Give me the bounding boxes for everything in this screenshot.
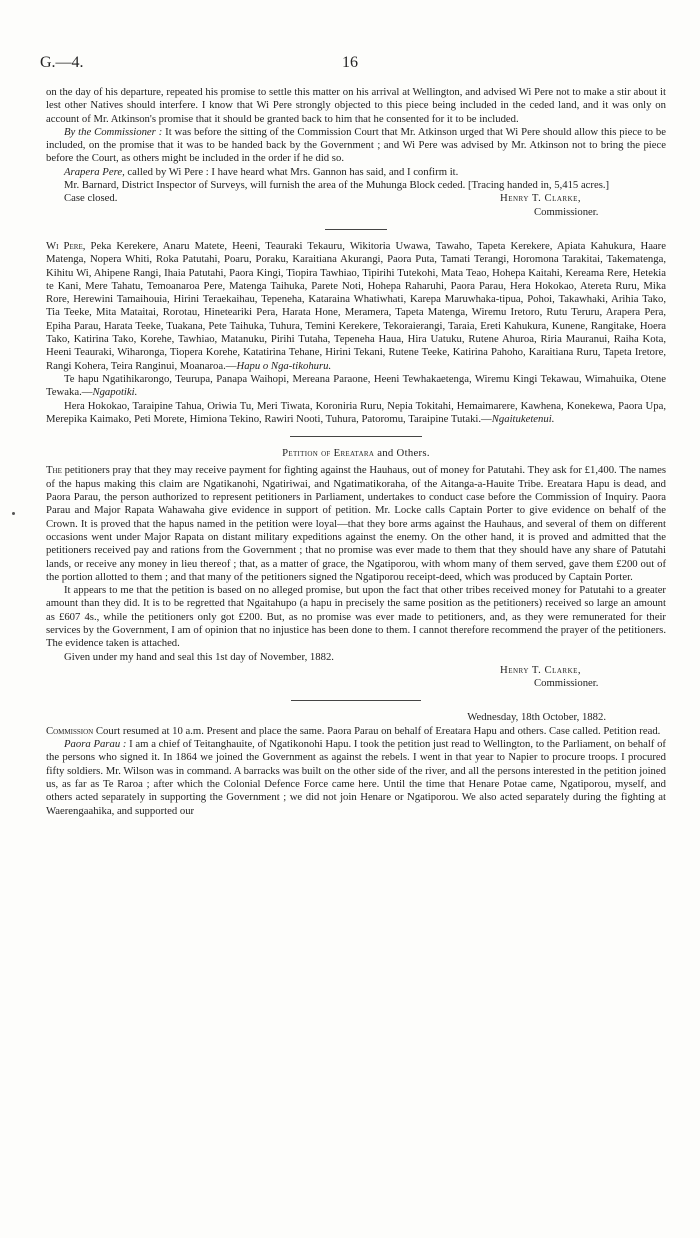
section-divider (325, 229, 387, 230)
lead-word: The (46, 464, 62, 477)
signatory-list (46, 373, 666, 400)
speaker: By the Commissioner : (64, 125, 163, 138)
document-id: G.—4. (40, 54, 84, 71)
paragraph-text: petitioners pray that they may receive payment for fighting against the Hauhaus, out of money for Patutahi. They ask for £1,400. The names of the hapus making this claim are Ngatikanohi, Ngatiriwai, and Ngatimatikoraha, of the Aitanga-a-Hauite Tribe. Ereatara Hapu is dead, and Paora Parau, the person authorized to represent petitioners in Parliament, undertakes to conduct case before the Commission of Inquiry. Paora Parau and Major Rapata Wahawaha give evidence in support of petition. Mr. Locke calls Captain Porter to give evidence on behalf of the Crown. It is proved that the hapus named in the petition were loyal—that they bore arms against the Hauhaus, and several of them on different occasions went under Major Rapata on distant military expeditions against the enemy. On the other hand, it is proved and admitted that the petitioners received pay and rations from the Government ; that no promise was ever made to them that they should have any share of Patutahi lands, or receive any money in lieu thereof ; that, as a matter of grace, the Ngatiporou, with whom many of them served, gave them £200 out of the portion allotted to them ; and that many of the petitioners signed the Ngatiporou receipt-deed, which was produced by Captain Porter. (46, 464, 666, 583)
section-divider (291, 700, 421, 701)
margin-mark (12, 512, 15, 515)
signature-name: Henry T. Clarke, (500, 192, 582, 205)
hapu-name: Ngapotiki. (92, 386, 138, 399)
paragraph-text: Court resumed at 10 a.m. Present and place the same. Paora Parau on behalf of Ereatara Hapu and others. Case called. Petition read. (93, 724, 661, 737)
paragraph (46, 464, 666, 584)
lead-word: Commission (46, 724, 94, 737)
names-text: Peka Kerekere, Anaru Matete, Heeni, Teauraki Tekauru, Wikitoria Uwawa, Tawaho, Tapeta Kerekere, Apiata Kahukura, Haare Matenga, Nopera Whiti, Roka Patutahi, Poaru, Poraku, Karaitiana Akurangi, Paora Puta, Tamati Terangi, Horomona Tarakitai, Takematenga, Kihitu Wi, Ahipene Rangi, Ihaia Patutahi, Paora Kingi, Tiopira Tawhiao, Tipirihi Tutekohi, Mata Teao, Hohepa Kaitahi, Kereama Rere, Hetekia te Kani, Mere Tahatu, Temoanaroa Pere, Matenga Taihuka, Parete Noti, Hohepa Raharuhi, Paora Parau, Hera Hokokao, Atereta Ruru, Mika Rore, Herewini Tamaihouia, Hirini Teraekaihau, Tepeneha, Kataraina Whatiwhati, Karepa Maruwhaka-tipua, Pohoi, Takawhaki, Arihia Tako, Tia Teeke, Mita Mataitai, Rorotau, Hineteariki Pera, Harata Hone, Meramera, Tapeta Matenga, Wiremu Iretoro, Rutu Teruru, Arapera Pera, Epiha Parau, Harata Teeke, Tuakana, Pete Taihuka, Tuhura, Temini Kerekere, Tekoraierangi, Taraia, Ereti Kahukura, Kunene, Rangitake, Hoera Tako, Katirina Tako, Korehe, Tawhiao, Matanuku, Pirihi Tutaha, Tepeneha Haua, Hira Uatuku, Rutene Ahuroa, Riria Mauranui, Raiha Kota, Heeni Teauraki, Wiharonga, Tiopera Korehe, Katatirina Tehane, Hirini Tekani, Rutene Teeke, Katirina Pahoho, Karaitiana Ruru, Tapeta Iretore, Rangi Kohera, Teira Ranginui, Moanaroa.— (46, 239, 666, 372)
section-divider (290, 436, 422, 437)
first-name: Wi Pere, (46, 239, 86, 252)
hapu-name: Ngaituketenui. (491, 412, 555, 425)
paragraph (46, 738, 666, 818)
paragraph-text: It was before the sitting of the Commission Court that Mr. Atkinson urged that Wi Pere should allow this piece to be included, on the promise that it was to be handed back by the Government ; and Wi Pere was advised by Mr. Atkinson not to bring the piece before the Court, as others might be included in the order if he did so. (46, 125, 666, 165)
paragraph: on the day of his departure, repeated his promise to settle this matter on his arrival at Wellington, and advised Wi Pere not to make a stir about it lest other Natives should interfere. I know that Wi Pere strongly objected to this piece being included in the ceded land, and it was only on account of Mr. Atkinson's promise that it should be granted back to him that he consented for it to be included. (46, 86, 666, 125)
signature (46, 664, 666, 691)
heading-text: Petition of (282, 447, 331, 460)
names-text: Hera Hokokao, Taraipine Tahua, Oriwia Tu, Meri Tiwata, Koroniria Ruru, Nepia Tokitahi, Hemaimarere, Kawhena, Konekewa, Paora Upa, Merepika Kaimako, Peti Morete, Himiona Tekino, Rawiri Nooti, Tuhura, Patoromu, Taraipine Tutaki.— (46, 399, 666, 425)
section-muhunga-evidence (46, 86, 666, 219)
signature-title: Commissioner. (534, 205, 599, 218)
case-closed: Case closed. (64, 192, 118, 205)
proceedings-date: Wednesday, 18th October, 1882. (467, 711, 606, 724)
paragraph-text: I am a chief of Teitanghauite, of Ngatikonohi Hapu. I took the petition just read to Wellington, to the Parliament, on behalf of the persons who signed it. In 1864 we joined the Government as against the rebels. I went in that year to Napier to procure troops. I procured fifty soldiers. Mr. Wilson was in command. A barracks was built on the other side of the river, and all the persons interested in the petition joined us, as far as Te Raroa ; after which the Colonial Defence Force came here. Until the time that Henare Potae came, Ngatiporou, myself, and others acted separately in supporting the Government ; we did not join Henare or Ngatiporou. We also acted separately during the fighting at Waerengaahika, and supported our (46, 738, 666, 817)
paragraph: It appears to me that the petition is based on no alleged promise, but upon the fact that other tribes received money for Patutahi to a greater amount than they did. It is to be regretted that Ngaitahupo (a hapu in precisely the same position as the petitioners) received so large an amount as £607 4s., while the petitioners only got £200. But, as no promise was ever made to petitioners, and, as they were remunerated for their services by the Government, I am of opinion that no injustice has been done to them. I cannot therefore recommend the prayer of the petitioners. The evidence taken is attached. (46, 584, 666, 650)
section-heading (46, 447, 666, 460)
signatory-list (46, 240, 666, 373)
speaker: Paora Parau : (64, 738, 127, 751)
section-court-proceedings (46, 711, 666, 817)
section-petition-ereatara (46, 447, 666, 690)
signature (46, 206, 666, 219)
paragraph (46, 126, 666, 166)
paragraph: Given under my hand and seal this 1st day of November, 1882. (64, 650, 334, 663)
names-text: Te hapu Ngatihikarongo, Teurupa, Panapa Waihopi, Mereana Paraone, Heeni Tewhakaetenga, Wiremu Kingi Tekawau, Wimahuika, Otene Tewaka.— (46, 372, 666, 399)
signature-name: Henry T. Clarke, (500, 663, 582, 676)
paragraph-text: called by Wi Pere : I have heard what Mrs. Gannon has said, and I confirm it. (124, 165, 459, 178)
speaker: Arapera Pere, (64, 165, 125, 178)
paragraph: Mr. Barnard, District Inspector of Surveys, will furnish the area of the Muhunga Block ceded. [Tracing handed in, 5,415 acres.] (64, 179, 610, 192)
hapu-name: Hapu o Nga-tikohuru. (236, 359, 332, 372)
paragraph (46, 166, 666, 179)
page-number: 16 (342, 54, 358, 71)
heading-text: and Others. (377, 447, 430, 460)
section-signatories (46, 240, 666, 426)
case-closed-line (46, 192, 666, 205)
signature-title: Commissioner. (534, 677, 599, 690)
signatory-list (46, 400, 666, 427)
heading-text: Ereatara (333, 447, 375, 460)
paragraph (46, 725, 666, 738)
